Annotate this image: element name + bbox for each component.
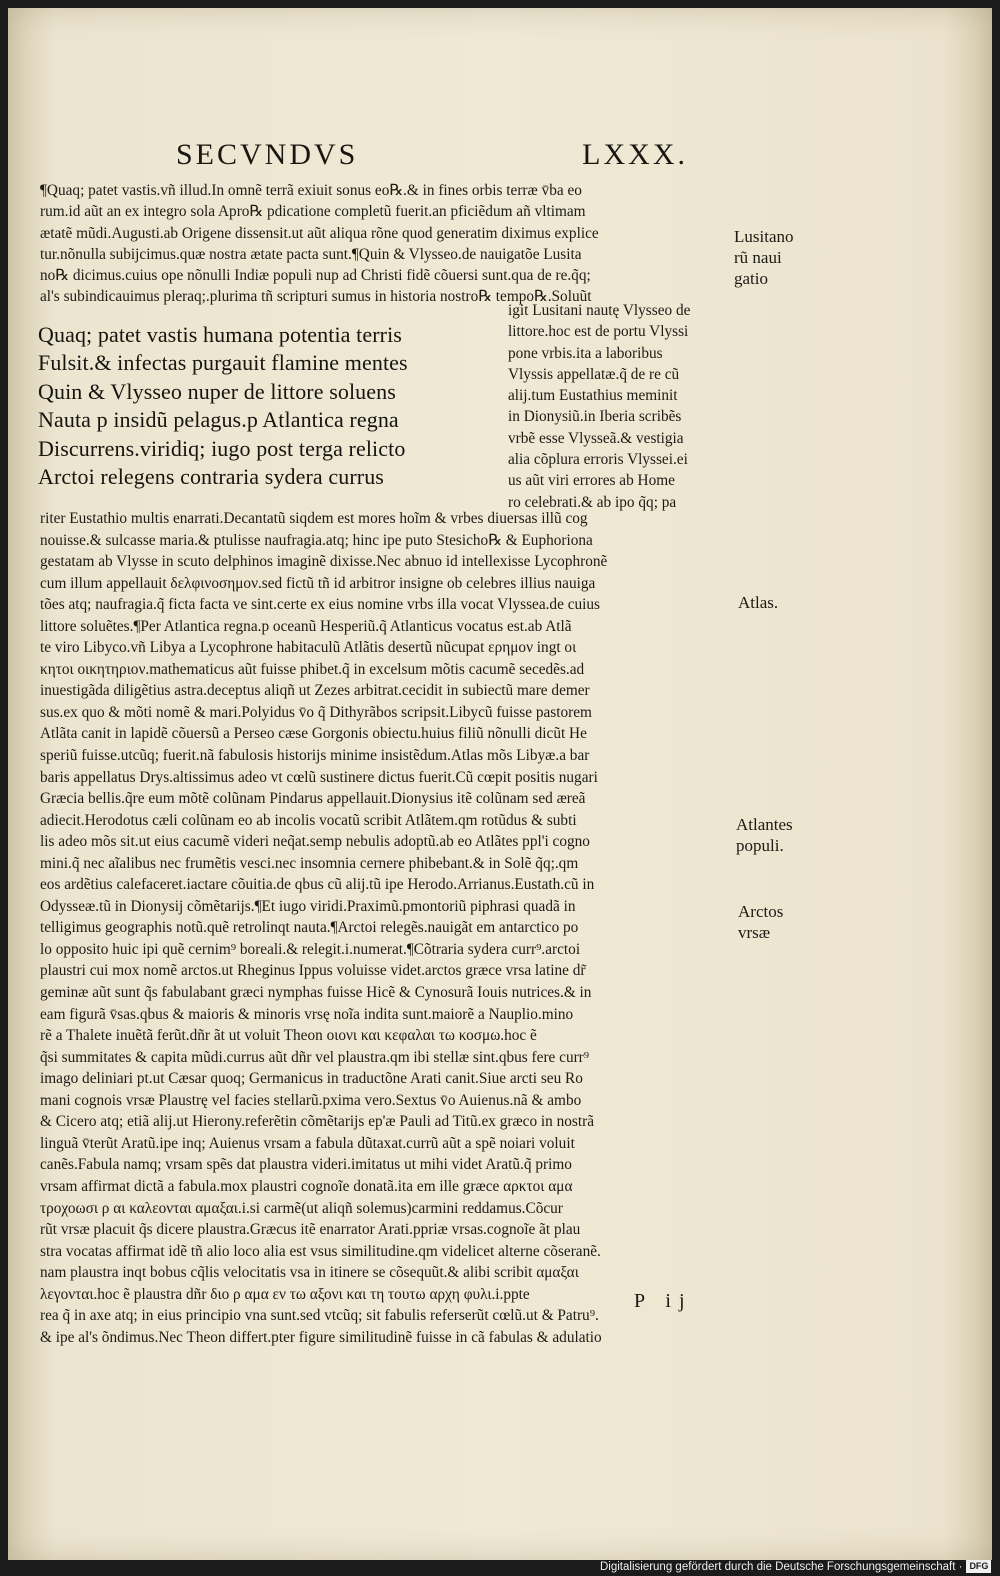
text-line: gatio (734, 269, 768, 288)
text-line: populi. (736, 836, 784, 855)
running-head-title: SECVNDVS (176, 138, 359, 171)
text-line: Arctoi relegens contraria sydera currus (38, 463, 384, 489)
marginal-note-atlas (738, 592, 778, 613)
commentary-paragraph-top (40, 180, 730, 308)
text-line: Quin & Vlysseo nuper de littore soluens (38, 378, 396, 404)
text-line: imago deliniari pt.ut Cæsar quoq; Germanicus in traductõne Arati canit.Siue arcti seu Ro (40, 1070, 583, 1088)
text-line: canẽs.Fabula namq; vrsam spẽs dat plaustra videri.imitatus ut mihi videt Aratũ.q̃ primo (40, 1156, 572, 1174)
text-line: ro celebrati.& ab ipo q̃q; pa (508, 493, 677, 511)
text-line: Arctos (738, 902, 784, 921)
text-line: riter Eustathio multis enarrati.Decantatũ siqdem est mores hoĩm & vrbes diuersas illũ cog (40, 510, 588, 527)
digitization-footer (600, 1558, 998, 1576)
text-line: mini.q̃ nec aĩalibus nec frumẽtis vesci.nec insomnia cernere phibebant.& in Solẽ q̃q;.qm (40, 854, 579, 872)
text-line: inuestigãda diligẽtius astra.deceptus aliqñ ut Zezes arbitrat.cecidit in subiectũ mare demer (40, 682, 590, 700)
verse-block (38, 321, 488, 491)
text-line: eam figurã v̄sas.qbus & maioris & minoris vrsę noĩa indita sunt.maiorẽ a Nauplio.mino (40, 1005, 574, 1023)
text-line: vrsæ (738, 923, 771, 942)
footer-text: Digitalisierung gefördert durch die Deutsche Forschungsgemeinschaft · (600, 1561, 963, 1573)
text-line: nouisse.& sulcasse maria.& ptulisse naufragia.atq; hinc ipe puto Stesicho℞ & Euphoriona (40, 531, 593, 549)
text-line: Fulsit.& infectas purgauit flamine mentes (38, 350, 408, 376)
text-line: Discurrens.viridiq; iugo post terga relicto (38, 435, 406, 461)
text-line: nam plaustra inqt bobus cq̃lis velocitatis vsa in itinere se cõsequũt.& alibi scribit αμαξαι (40, 1264, 579, 1282)
text-line: telligimus geographis notũ.quẽ retrolinqt nauta.¶Arctoi relegẽs.nauigãt em antarctico po (40, 919, 579, 937)
text-line: alij.tum Eustathius meminit (508, 387, 678, 405)
marginal-note-lusitanorum (734, 226, 794, 289)
text-line: rea q̃ in axe atq; in eius principio vna sunt.sed vtcũq; sit fabulis referserũt cœlũ.ut & Patru⁹. (40, 1307, 599, 1325)
text-line: stra vocatas affirmat idẽ tñ alio loco alia est vsus similitudine.qm videlicet alterne cõseranẽ. (40, 1242, 601, 1260)
text-line: Græcia bellis.q̃re eum mõtẽ colũnam Pindarus appellauit.Dionysius itẽ colũnam sed æreã (40, 790, 586, 808)
commentary-paragraph-right (508, 300, 730, 513)
text-line: vrbẽ esse Vlysseã.& vestigia (508, 429, 684, 447)
text-line: in Dionysiũ.in Iberia scribẽs (508, 408, 682, 426)
text-line: igit Lusitani nautę Vlysseo de (508, 302, 691, 319)
text-line: & ipe al's õndimus.Nec Theon differt.pter figure similitudinẽ fuisse in cã fabulas & adulatio (40, 1328, 602, 1346)
text-line: pone vrbis.ita a laboribus (508, 344, 663, 362)
text-line: rũt vrsæ placuit q̃s dicere plaustra.Græcus itẽ enarrator Arati.ppriæ vrsas.cognoĩe ãt plau (40, 1221, 581, 1239)
text-line: tur.nõnulla subijcimus.quæ nostra ætate pacta sunt.¶Quin & Vlysseo.de nauigatõe Lusita (40, 245, 582, 263)
text-line: gestatam ab Vlysse in scuto delphinos imaginẽ dixisse.Nec abnuo id intellexisse Lycophronẽ (40, 553, 608, 571)
text-line: ætatẽ mũdi.Augusti.ab Origene dissensit.ut aũt aliqua rõne quod generatim diximus explice (40, 224, 599, 242)
text-line: sus.ex quo & mõti nomẽ & mari.Polyidus v̄o q̃ Dithyrãbos scripsit.Libycũ fuisse pastorem (40, 703, 592, 721)
text-line: lis adeo mõs sit.ut eius cacumẽ videri neq̃at.semp nebulis adoptũ.ab eo Atlãtes ppl'i cogno (40, 833, 590, 851)
text-line: plaustri cui mox nomẽ arctos.ut Rheginus Ippus voluisse videt.arctos græce vrsa latine dr̃ (40, 962, 586, 980)
text-line: littore soluẽtes.¶Per Atlantica regna.p oceanũ Hesperiũ.q̃ Atlanticus vocatus est.ab Atlã (40, 617, 572, 635)
text-line: tões atq; naufragia.q̃ ficta facta ve sint.certe ex eius nomine vrbs illa vocat Vlyssea.de cuius (40, 596, 600, 614)
text-line: linguã v̄terũt Aratũ.ipe inq; Auienus vrsam a fabula dũtaxat.currũ aũt a spẽ noiari voluit (40, 1134, 575, 1152)
running-head (176, 138, 688, 178)
text-line: cum illum appellauit δελφινοσημον.sed fictũ tñ id arbitror insigne ob celebres illius nauiga (40, 574, 596, 592)
text-line: λεγονται.hoc ẽ plaustra dñr διο ρ αμα εν τω αξονι και τη τουτω αρχη φυλι.i.ppte (40, 1285, 530, 1303)
text-line: Atlas. (738, 593, 779, 612)
marginal-note-atlantes (736, 814, 793, 856)
text-line: speriũ fuisse.utcũq; fuerit.nã fabulosis historijs minime insistẽdum.Atlas mõs Libyæ.a bar (40, 747, 590, 765)
text-line: alia cõplura erroris Vlyssei.ei (508, 451, 688, 469)
text-line: Vlyssis appellatæ.q̃ de re cũ (508, 365, 680, 383)
text-line: τροχοωσι ρ αι καλεονται αμαξαι.i.si carmẽ(ut aliqñ solemus)carmini reddamus.Cõcur (40, 1199, 563, 1217)
text-line: ¶Quaq; patet vastis.vñ illud.In omnẽ terrã exiuit sonus eo℞.& in fines orbis terræ v̄ba eo (40, 182, 582, 199)
text-line: rũ naui (734, 248, 782, 267)
commentary-paragraph-main (40, 508, 730, 1348)
text-line: & Cicero atq; etiã alij.ut Hierony.referẽtin cõmẽtarijs ep'æ Pauli ad Titũ.ex græco in nostrã (40, 1113, 595, 1131)
text-line: q̃si summitates & capita mũdi.currus aũt dñr vel plaustra.qm ibi stellæ sint.qbus fere curr⁹ (40, 1048, 590, 1066)
text-line: no℞ dicimus.cuius ope nõnulli Indiæ populi nup ad Christi fidẽ cõuersi sunt.qua de re.q̃q; (40, 267, 591, 285)
text-line: mani cognois vrsæ Plaustrę vel facies stellarũ.pxima vero.Sextus v̄o Auienus.nã & ambo (40, 1091, 582, 1109)
text-line: Quaq; patet vastis humana potentia terris (38, 322, 402, 347)
book-page (8, 8, 992, 1560)
text-line: rum.id aũt an ex integro sola Apro℞ pdicatione completũ fuerit.an pficiẽdum añ vltimam (40, 203, 586, 221)
text-line: us aũt viri errores ab Home (508, 472, 675, 490)
text-line: lo opposito huic ipi quẽ cernim⁹ boreali.& relegit.i.numerat.¶Cõtraria sydera curr⁹.arctoi (40, 940, 581, 958)
folio-number: LXXX. (582, 138, 688, 171)
marginal-note-arctos (738, 901, 783, 943)
dfg-logo: DFG (966, 1560, 991, 1573)
text-line: κητοι οικητηριον.mathematicus aũt fuisse phibet.q̃ in excelsum mõtis cacumẽ secedẽs.ad (40, 660, 585, 678)
text-line: al's subindicauimus pleraq;.plurima tñ scripturi sumus in historia nostro℞ tempo℞.Soluũt (40, 288, 592, 306)
signature-mark: P ij (634, 1290, 693, 1312)
text-line: Atlantes (736, 815, 793, 834)
text-line: Lusitano (734, 227, 794, 246)
text-line: Nauta p insidũ pelagus.p Atlantica regna (38, 407, 399, 433)
text-line: baris appellatus Drys.altissimus adeo vt cœlũ sustinere dictus fuerit.Cũ cœpit positis nugari (40, 768, 598, 786)
text-line: geminæ aũt sunt q̃s fabulabant græci nymphas fuisse Hicẽ & Cynosurã Iouis nutrices.& in (40, 984, 592, 1002)
text-line: littore.hoc est de portu Vlyssi (508, 323, 689, 341)
text-line: eos ardẽtius calefaceret.iactare cõuitia.de qbus cũ alij.tũ ipe Herodo.Arrianus.Eustath.cũ in (40, 876, 595, 894)
text-line: rẽ a Thalete inuẽtã ferũt.dñr ãt ut voluit Theon οιονι και κεφαλαι τω κοσμω.hoc ẽ (40, 1027, 537, 1045)
text-line: Odysseæ.tũ in Dionysij cõmẽtarijs.¶Et iugo viridi.Praximũ.pmontoriũ piphrasi quadã in (40, 897, 576, 915)
text-line: vrsam affirmat dictã a fabula.mox plaustri cognoĩe donatã.ita em ille græce αρκτοι αμα (40, 1177, 573, 1195)
text-line: adiecit.Herodotus cæli colũnam eo ab incolis vocatũ scribit Atlãtem.qm rotũdus & subti (40, 811, 577, 829)
text-line: te viro Libyco.vñ Libya a Lycophrone habitaculũ Atlãtis desertũ nũcupat ερημον ingt οι (40, 639, 577, 657)
text-line: Atlãta canit in lapidẽ cõuersũ a Perseo cæse Gorgonis obiectu.huius filiũ nõnulli dicũt He (40, 725, 587, 743)
